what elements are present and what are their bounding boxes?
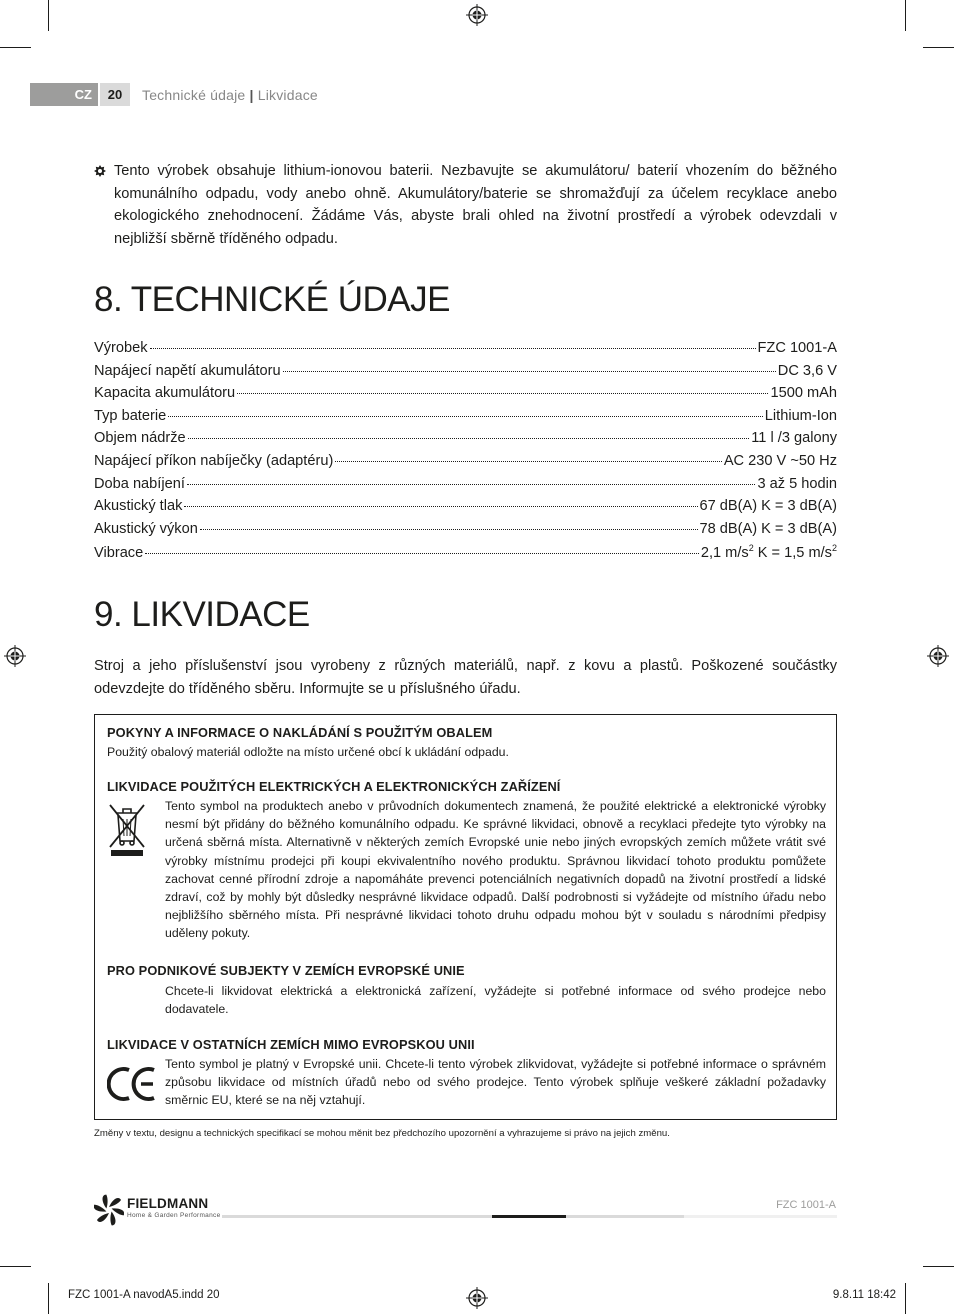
spec-row-vibration [94,543,837,566]
dot-leader [168,416,763,417]
spec-row [94,476,837,499]
page-header [30,83,318,106]
box-text-packaging: Použitý obalový materiál odložte na místo určené obcí k ukládání odpadu. [107,745,509,759]
spec-label: Kapacita akumulátoru [94,385,236,402]
spec-value: DC 3,6 V [777,362,837,379]
footer-rule [492,1215,566,1218]
box-heading-eu-business: PRO PODNIKOVÉ SUBJEKTY V ZEMÍCH EVROPSKÉ UNIE [107,963,465,978]
footer-model: FZC 1001-A [776,1199,836,1211]
spec-row [94,498,837,521]
spec-value: Lithium-Ion [764,407,837,424]
footer-rule [222,1215,492,1218]
date-slug: 9.8.11 18:42 [832,1289,896,1301]
superscript: 2 [748,543,754,554]
spec-label: Akustický výkon [94,520,198,537]
spec-row [94,430,837,453]
brand-tagline: Home & Garden Performance [127,1212,221,1219]
disposal-text: Stroj a jeho příslušenství jsou vyrobeny z různých materiálů, např. z kovu a plastů. Poškozené součástky odevzdejte do tříděného sběru. Informujte se u příslušného úřadu. [94,658,837,697]
box-heading-packaging: POKYNY A INFORMACE O NAKLÁDÁNÍ S POUŽITÝM OBALEM [107,725,493,740]
registration-mark-icon [927,645,949,667]
breadcrumb-separator: | [249,86,254,103]
breadcrumb-item: Likvidace [257,86,318,103]
vibration-value-a: 2,1 m/s [700,545,749,562]
battery-note-text: Tento výrobek obsahuje lithium-ionovou baterii. Nezbavujte se akumulátoru/ baterií vhozením do běžného komunálního odpadu, vody anebo ohně. Akumulátory/baterie se shromažďují za účelem recyklace anebo ekologického znehodnocení. Žádáme Vás, abyste brali ohled na životní prostředí a výrobek odevzdali v nejbližší sběrně tříděného odpadu. [114,163,837,247]
spec-value: 78 dB(A) K = 3 dB(A) [699,520,837,537]
spec-row [94,453,837,476]
dot-leader [188,438,750,439]
box-heading-weee: LIKVIDACE POUŽITÝCH ELEKTRICKÝCH A ELEKTRONICKÝCH ZAŘÍZENÍ [107,779,561,794]
spec-table [94,340,837,566]
box-text-weee: Tento symbol na produktech anebo v průvodních dokumentech znamená, že použité elektrické a elektronické výrobky nesmí být přidány do běžného komunálního odpadu. Ke správné likvidaci, obnově a recyklaci předejte tyto výrobky na určená sběrná místa. Alternativně v některých zemích Evropské unie nebo jiných evropských zemích můžete vrátit své výrobky místnímu prodejci při koupi ekvivalentního nového produktu. Správnou likvidací tohoto produktu pomůžete zachovat cenné přírodní zdroje a napomáháte prevenci potenciálních negativních dopadů na životní prostředí a lidské zdraví, což by mohly být důsledky nesprávné likvidace odpadů. Další podrobnosti si vyžádejte od místního úřadu nebo nejbližšího sběrného místa. Při nesprávné likvidaci tohoto druhu odpadu mohou být v souladu s národními předpisy uděleny pokuty. [165,799,826,941]
crop-mark [48,1283,49,1314]
spec-row [94,363,837,386]
section-title-disposal: 9. LIKVIDACE [94,595,310,634]
box-heading-non-eu: LIKVIDACE V OSTATNÍCH ZEMÍCH MIMO EVROPSKOU UNII [107,1037,475,1052]
spec-value: 67 dB(A) K = 3 dB(A) [699,498,837,515]
dot-leader [200,529,698,530]
spec-value: 11 l /3 galony [751,430,837,447]
crop-mark [0,1266,31,1267]
box-text-non-eu: Tento symbol je platný v Evropské unii. Chcete-li tento výrobek zlikvidovat, vyžádejte si potřebné informace o správném způsobu likvidace od místních úřadů nebo od svého prodejce. Tento výrobek splňuje veškeré základní požadavky směrnic EU, které se na něj vztahují. [165,1057,826,1108]
superscript: 2 [831,543,837,554]
spec-value: 3 až 5 hodin [757,475,837,492]
footer-rule [566,1215,684,1218]
spec-label: Doba nabíjení [94,475,185,492]
disposal-info-box [94,714,837,1120]
dot-leader [150,348,756,349]
crop-mark [48,0,49,31]
ce-mark-icon [107,1065,157,1103]
registration-mark-icon [466,4,488,26]
box-text-eu-business: Chcete-li likvidovat elektrická a elektronická zařízení, vyžádejte si potřebné informace od svého prodejce nebo dodavatele. [165,984,826,1017]
recycle-bullet-icon [94,165,106,177]
spec-row [94,340,837,363]
spec-label: Objem nádrže [94,430,186,447]
language-badge: CZ [30,83,98,106]
crop-mark [905,1283,906,1314]
dot-leader [335,461,722,462]
registration-mark-icon [4,645,26,667]
dot-leader [283,371,776,372]
crop-mark [905,0,906,31]
spec-row [94,521,837,544]
spec-label: Napájecí příkon nabíječky (adaptéru) [94,452,334,469]
spec-label: Vibrace [94,545,144,562]
crop-mark [923,47,954,48]
registration-mark-icon [466,1287,488,1309]
section-title-technical: 8. TECHNICKÉ ÚDAJE [94,280,450,319]
brand-name: FIELDMANN [127,1196,209,1211]
vibration-value-b: K = 1,5 m/s [753,545,832,562]
spec-label: Výrobek [94,340,148,356]
fan-logo-icon [94,1194,124,1226]
dot-leader [237,393,768,394]
spec-value [701,543,837,561]
spec-value: 1500 mAh [770,385,837,402]
dot-leader [184,506,697,507]
dot-leader [187,484,756,485]
spec-label: Napájecí napětí akumulátoru [94,362,281,379]
spec-row [94,408,837,431]
spec-value: AC 230 V ~50 Hz [723,452,837,469]
spec-label: Typ baterie [94,407,167,424]
crop-mark [923,1266,954,1267]
crossed-bin-icon [107,801,147,857]
spec-value: FZC 1001-A [757,340,837,356]
breadcrumb-item: Technické údaje [142,86,246,103]
dot-leader [145,553,699,554]
battery-note [94,160,837,250]
spec-label: Akustický tlak [94,498,183,515]
fieldmann-logo [94,1194,224,1226]
page-number: 20 [100,83,130,106]
file-slug: FZC 1001-A navodA5.indd 20 [68,1289,220,1301]
crop-mark [0,47,31,48]
spec-row [94,385,837,408]
footer-rule [684,1215,837,1218]
footnote: Změny v textu, designu a technických specifikací se mohou měnit bez předchozího upozornění a vyhrazujeme si právo na jejich změnu. [94,1128,670,1139]
section-breadcrumb [142,87,318,103]
